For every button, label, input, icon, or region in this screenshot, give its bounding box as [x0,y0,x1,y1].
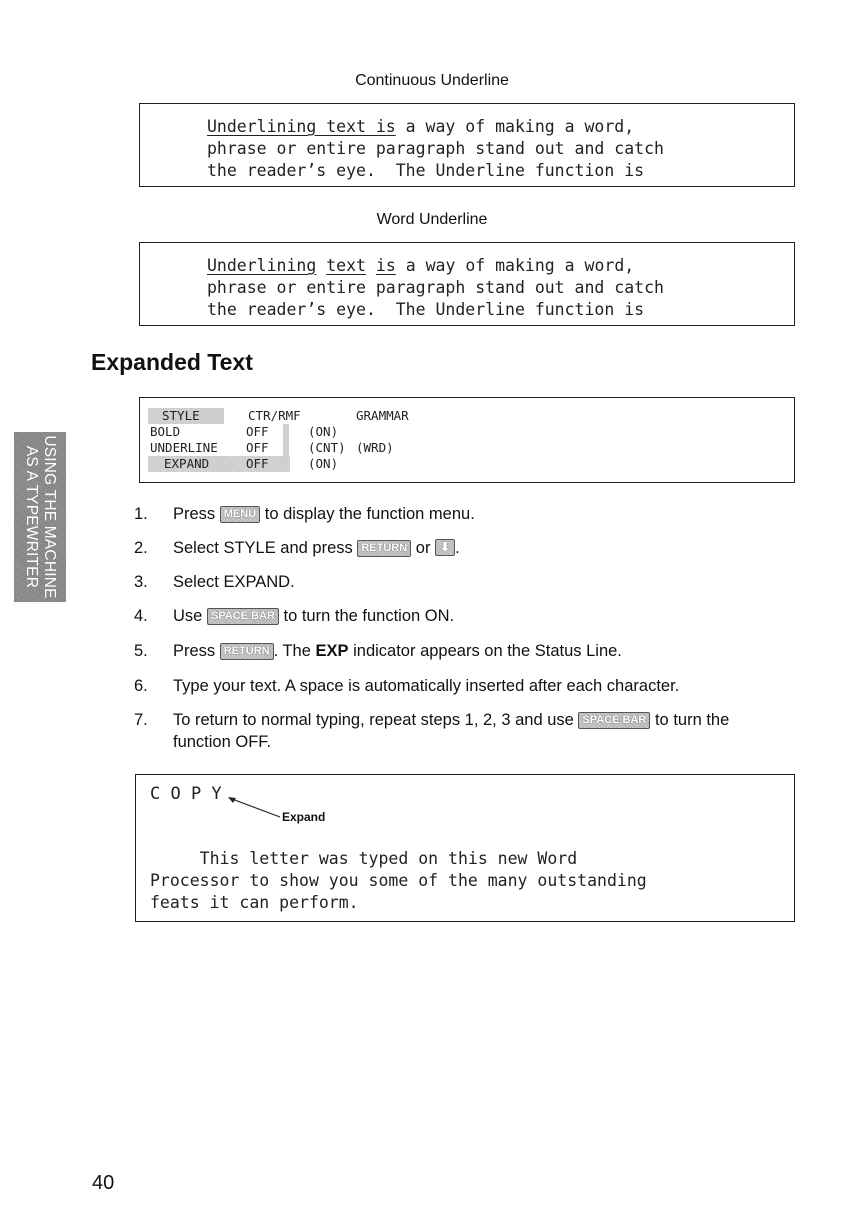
page-number: 40 [92,1172,115,1194]
side-tab-line-1: USING THE MACHINE [41,435,58,599]
example-line-3: feats it can perform. [150,893,359,912]
continuous-underline-caption: Continuous Underline [355,72,509,89]
side-tab-line-2: AS A TYPEWRITER [23,445,40,589]
function-menu-screen [139,397,795,483]
menu-underline-value: OFF [246,440,269,455]
space-bar-key-icon: SPACE BAR [207,608,279,625]
word-line-3: the reader’s eye. The Underline function is [207,300,645,319]
continuous-line-1: Underlining text is a way of making a word, [207,117,635,136]
down-arrow-key-icon: ⬇ [435,539,455,556]
expand-label: Expand [282,810,326,824]
menu-expand-option: (ON) [308,456,339,471]
word-underline-example [139,242,795,326]
space-bar-key-icon: SPACE BAR [578,712,650,729]
menu-separator [283,440,289,456]
side-tab-label [22,435,58,598]
menu-underline: UNDERLINE [150,440,218,455]
expanded-text-example [135,774,795,922]
menu-key-icon: MENU [220,506,260,523]
continuous-underline-example [139,103,795,187]
menu-bold-option: (ON) [308,424,339,439]
menu-underline-option-cnt: (CNT) [308,440,346,455]
example-line-1: This letter was typed on this new Word [150,849,578,868]
menu-underline-option-wrd: (WRD) [356,440,394,455]
menu-bold: BOLD [150,424,181,439]
return-key-icon: RETURN [357,540,411,557]
continuous-line-3: the reader’s eye. The Underline function is [207,161,645,180]
word-line-1: Underlining text is a way of making a word, [207,256,635,275]
continuous-line-2: phrase or entire paragraph stand out and catch [207,139,664,158]
menu-bold-value: OFF [246,424,269,439]
menu-expand: EXPAND [164,456,210,471]
example-line-2: Processor to show you some of the many outstanding [150,871,647,890]
section-heading: Expanded Text [91,349,253,375]
menu-expand-value: OFF [246,456,269,471]
menu-style: STYLE [148,408,224,424]
chapter-side-tab [14,432,66,602]
return-key-icon: RETURN [220,643,274,660]
word-line-2: phrase or entire paragraph stand out and catch [207,278,664,297]
menu-separator [283,424,289,440]
expand-arrow-icon [224,795,284,821]
copy-expanded-text: C O P Y [150,784,222,804]
menu-ctr-rmf: CTR/RMF [248,408,301,423]
word-underline-caption: Word Underline [376,211,488,228]
menu-grammar: GRAMMAR [356,408,409,423]
